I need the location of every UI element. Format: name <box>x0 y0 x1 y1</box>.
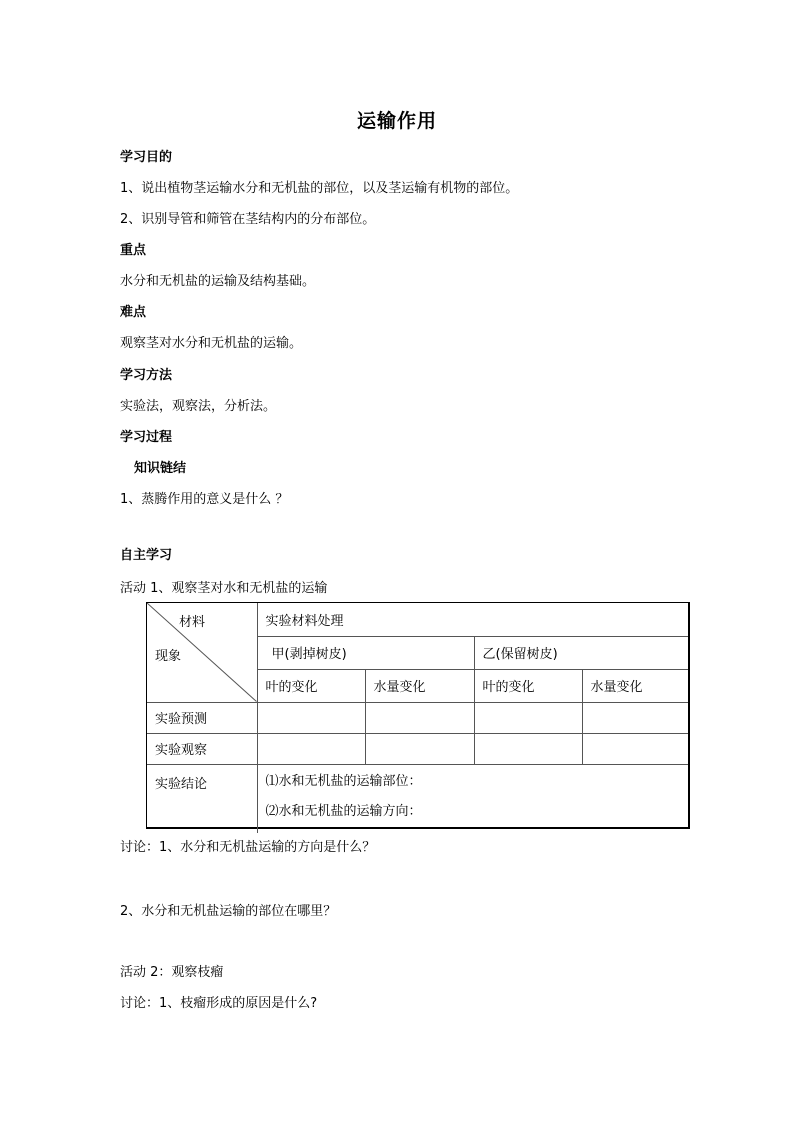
document-title: 运输作用 <box>356 110 437 132</box>
table-cell <box>365 733 474 764</box>
conclusion-cell <box>257 764 688 833</box>
discussion-2-question-1: 讨论：1、枝瘤形成的原因是什么? <box>120 996 318 1011</box>
conclusion-line-2: ⑵水和无机盐的运输方向： <box>265 803 422 819</box>
activity-1-title: 活动 1、观察茎对水和无机盐的运输 <box>120 581 328 596</box>
key-points-heading: 重点 <box>120 243 147 258</box>
goals-heading: 学习目的 <box>120 150 173 165</box>
table-cell <box>257 733 365 764</box>
header-leaf-change-a: 叶的变化 <box>257 669 365 702</box>
goal-item-1: 1、说出植物茎运输水分和无机盐的部位，以及茎运输有机物的部位。 <box>120 181 519 196</box>
table-cell <box>582 702 688 733</box>
key-points-text: 水分和无机盐的运输及结构基础。 <box>120 274 316 289</box>
row-label-conclusion: 实验结论 <box>147 764 257 833</box>
knowledge-link-question-1: 1、蒸腾作用的意义是什么 ？ <box>120 492 289 507</box>
self-study-heading: 自主学习 <box>120 548 173 563</box>
table-cell <box>257 702 365 733</box>
difficulty-text: 观察茎对水分和无机盐的运输。 <box>120 336 303 351</box>
knowledge-link-heading: 知识链结 <box>134 461 187 476</box>
header-water-change-a: 水量变化 <box>365 669 474 702</box>
table-cell <box>474 702 582 733</box>
table-cell <box>474 733 582 764</box>
discussion-1-question-1: 讨论：1、水分和无机盐运输的方向是什么？ <box>120 840 376 855</box>
process-heading: 学习过程 <box>120 430 173 445</box>
table-cell <box>582 733 688 764</box>
row-label-prediction: 实验预测 <box>147 702 257 733</box>
table-corner-cell <box>147 603 257 702</box>
header-group-a: 甲(剥掉树皮) <box>257 636 474 669</box>
activity-2-title: 活动 2：观察枝瘤 <box>120 965 224 980</box>
header-group-b: 乙(保留树皮) <box>474 636 688 669</box>
header-material-treatment: 实验材料处理 <box>257 603 688 636</box>
discussion-1-question-2: 2、水分和无机盐运输的部位在哪里？ <box>120 904 337 919</box>
header-leaf-change-b: 叶的变化 <box>474 669 582 702</box>
corner-label-material: 材料 <box>179 615 206 630</box>
difficulty-heading: 难点 <box>120 305 147 320</box>
method-heading: 学习方法 <box>120 368 173 383</box>
corner-label-phenomenon: 现象 <box>155 649 182 664</box>
goal-item-2: 2、识别导管和筛管在茎结构内的分布部位。 <box>120 212 376 227</box>
row-label-observation: 实验观察 <box>147 733 257 764</box>
header-water-change-b: 水量变化 <box>582 669 688 702</box>
experiment-table <box>146 602 690 829</box>
conclusion-line-1: ⑴水和无机盐的运输部位： <box>265 773 422 789</box>
table-cell <box>365 702 474 733</box>
method-text: 实验法，观察法，分析法。 <box>120 399 277 414</box>
